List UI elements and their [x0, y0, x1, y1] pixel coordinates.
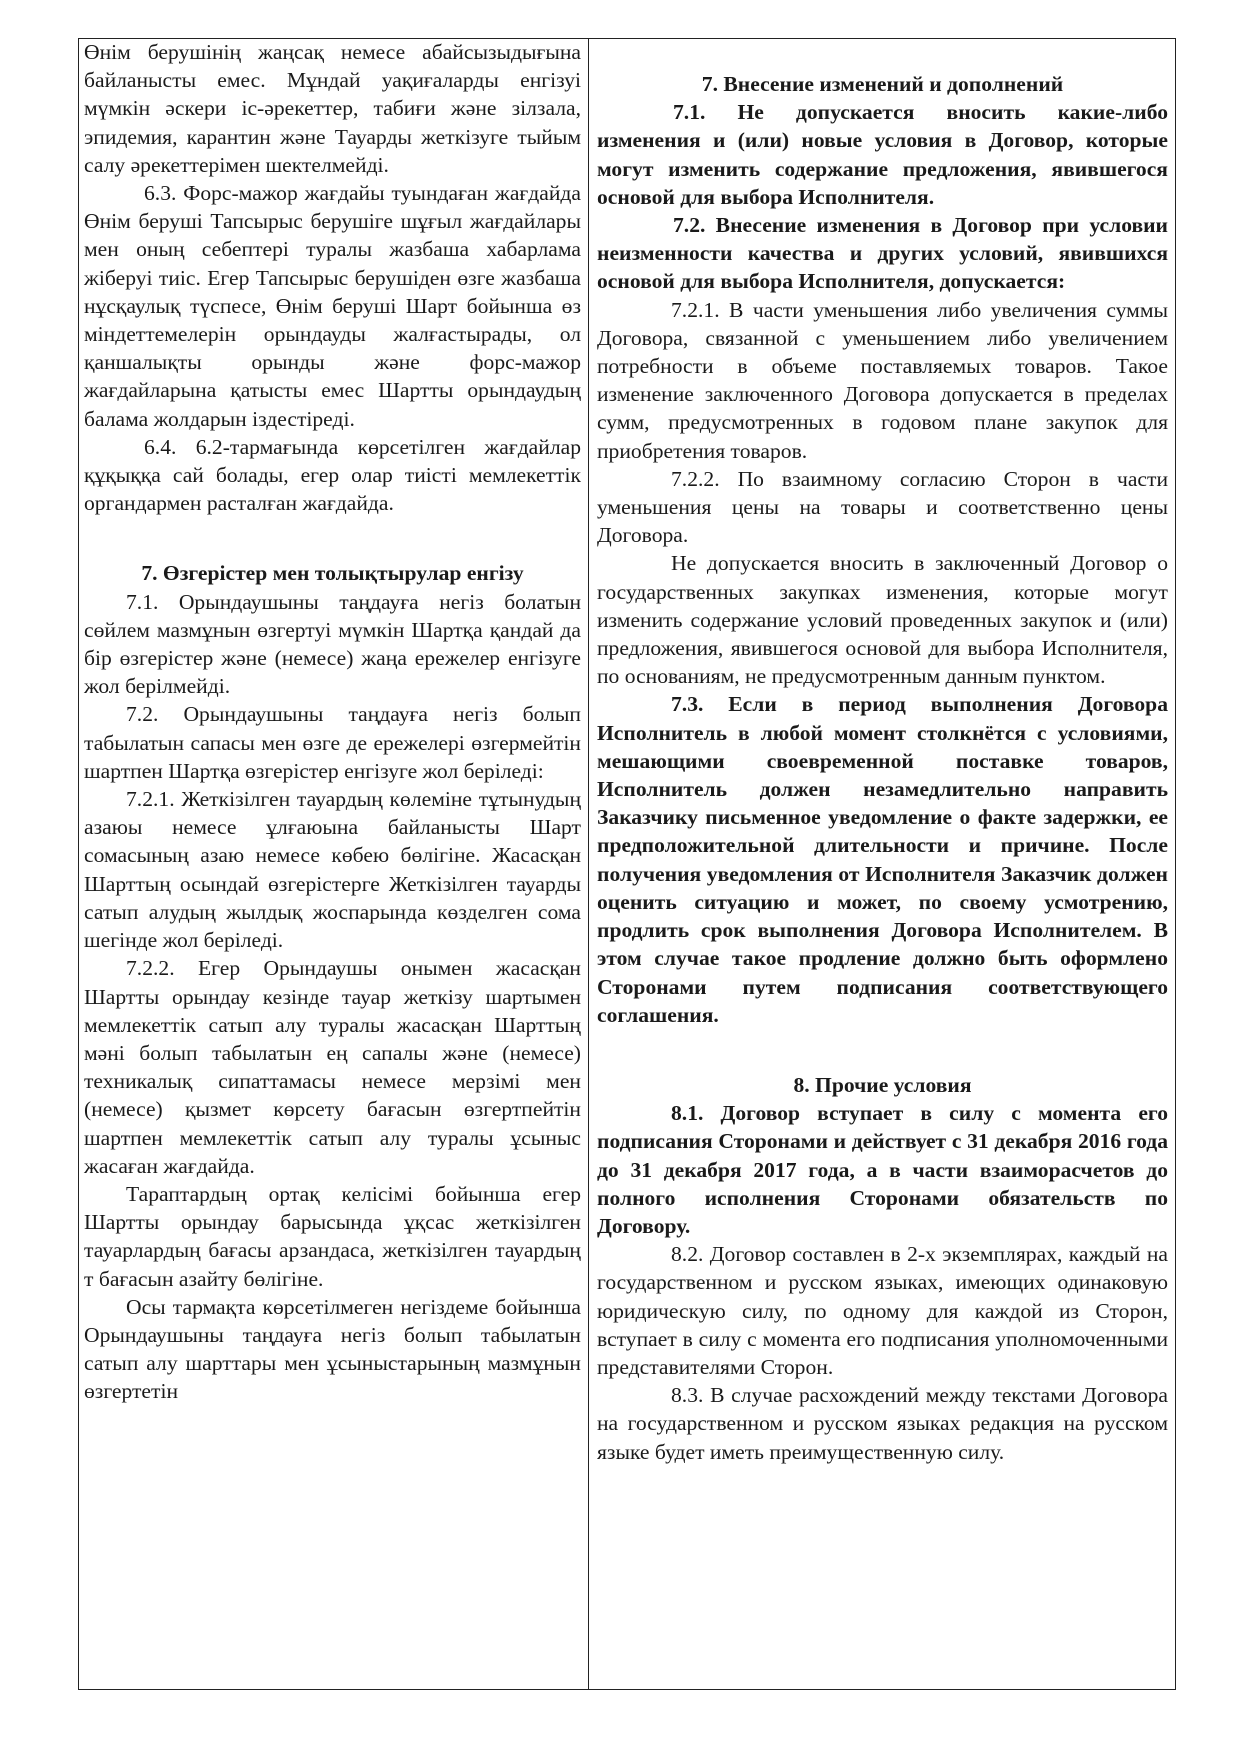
paragraph-7-2-1-kz: 7.2.1. Жеткізілген тауардың көлеміне тұтынудың азаюы немесе ұлғаюына байланысты Шарт сомасының азаю немесе көбею бөлігіне. Жасасқан Шарттың осындай өзгерістерге Жеткізілген тауарды сатып алудың жылдық жоспарында көзделген сома шегінде жол беріледі. — [84, 787, 581, 953]
left-column-kazakh — [84, 38, 581, 1406]
paragraph-7-1-kz: 7.1. Орындаушыны таңдауға негіз болатын сөйлем мазмұнын өзгертуі мүмкін Шартқа қандай да бір өзгерістер және (немесе) жаңа ережелер енгізуге жол берілмейді. — [84, 589, 581, 699]
paragraph-6-3: 6.3. Форс-мажор жағдайы туындаған жағдайда Өнім беруші Тапсырыс берушіге шұғыл жағдайлары мен оның себептері туралы жазбаша хабарлама жіберуі тиіс. Егер Тапсырыс берушіден өзге жазбаша нұсқаулық түспесе, Өнім беруші Шарт бойынша өз міндеттемелерін орындауды жалғастырады, ол қаншалықты орынды және форс-мажор жағдайларына қатысты емес Шартты орындаудың балама жолдарын іздестіреді. — [84, 181, 581, 431]
paragraph-7-1-ru: 7.1. Не допускается вносить какие-либо изменения и (или) новые условия в Договор, которые могут изменить содержание предложения, явившегося основой для выбора Исполнителя. — [597, 100, 1168, 209]
paragraph-6-4: 6.4. 6.2-тармағында көрсетілген жағдайлар құқыққа сай болады, егер олар тиісті мемлекеттік органдармен расталған жағдайда. — [84, 434, 581, 516]
paragraph-7-2-2-kz: 7.2.2. Егер Орындаушы онымен жасасқан Шартты орындау кезінде тауар жеткізу шартымен мемлекеттік сатып алу туралы жасасқан Шарттың мәні болып табылатын ең сапалы және (немесе) техникалық сипаттамасы немесе мерзімі мен (немесе) қызмет көрсету бағасын өзгертпейтін шартпен мемлекеттік сатып алу туралы ұсыныс жасаған жағдайда. — [84, 956, 581, 1178]
paragraph-6-2-continued: Өнім берушінің жаңсақ немесе абайсызыдығына байланысты емес. Мұндай уақиғаларды енгізуі мүмкін әскери іс-әрекеттер, табиғи және зілзала, эпидемия, карантин және Тауарды жеткізуге тыйым салу әрекеттерімен шектелмейді. — [84, 40, 581, 177]
paragraph-8-2-ru: 8.2. Договор составлен в 2-х экземплярах, каждый на государственном и русском языках, имеющих одинаковую юридическую силу, по одному для каждой из Сторон, вступает в силу с момента его подписания уполномоченными представителями Сторон. — [597, 1242, 1168, 1379]
section-7-heading-kz: 7. Өзгерістер мен толықтырулар енгізу — [141, 561, 524, 586]
spacer — [597, 1029, 1168, 1071]
paragraph-other-grounds-kz: Осы тармақта көрсетілмеген негіздеме бойынша Орындаушыны таңдауға негіз болып табылатын сатып алу шарттары мен ұсыныстарының мазмұнын өзгертетін — [84, 1294, 581, 1404]
section-8-heading-ru: 8. Прочие условия — [793, 1072, 972, 1097]
right-column-russian — [597, 70, 1168, 1466]
paragraph-7-2-1-ru: 7.2.1. В части уменьшения либо увеличения суммы Договора, связанной с уменьшением либо увеличением потребности в объеме поставляемых товаров. Такое изменение заключенного Договора допускается в пределах сумм, предусмотренных в годовом плане закупок для приобретения товаров. — [597, 297, 1168, 463]
paragraph-7-3-ru: 7.3. Если в период выполнения Договора Исполнитель в любой момент столкнётся с условиями, мешающими своевременной поставке товаров, Исполнитель должен незамедлительно направить Заказчику письменное уведомление о факте задержки, ее предположительной длительности и причине. После получения уведомления от Исполнителя Заказчик должен оценить ситуацию и может, по своему усмотрению, продлить срок выполнения Договора Исполнителем. В этом случае такое продление должно быть оформлено Сторонами путем подписания соответствующего соглашения. — [597, 692, 1168, 1027]
paragraph-8-1-ru: 8.1. Договор вступает в силу с момента его подписания Сторонами и действует с 31 декабря 2016 года до 31 декабря 2017 года, а в части взаиморасчетов до полного исполнения Сторонами обязательств по Договору. — [597, 1101, 1168, 1238]
paragraph-7-2-ru: 7.2. Внесение изменения в Договор при условии неизменности качества и других условий, явившихся основой для выбора Исполнителя, допускается: — [597, 213, 1168, 294]
paragraph-not-allowed-ru: Не допускается вносить в заключенный Договор о государственных закупках изменения, которые могут изменить содержание условий проведенных закупок и (или) предложения, явившегося основой для выбора Исполнителя, по основаниям, не предусмотренным данным пунктом. — [597, 551, 1168, 689]
paragraph-8-3-ru: 8.3. В случае расхождений между текстами Договора на государственном и русском языках редакция на русском языке будет иметь преимущественную силу. — [597, 1383, 1168, 1464]
paragraph-7-2-kz: 7.2. Орындаушыны таңдауға негіз болып табылатын сапасы мен өзге де ережелері өзгермейтін шартпен Шартқа өзгерістер енгізуге жол беріледі: — [84, 702, 581, 783]
spacer — [84, 517, 581, 559]
column-divider — [588, 38, 589, 1690]
paragraph-7-2-2-ru: 7.2.2. По взаимному согласию Сторон в части уменьшения цены на товары и соответственно цены Договора. — [597, 466, 1168, 548]
section-7-heading-ru: 7. Внесение изменений и дополнений — [701, 72, 1064, 96]
paragraph-mutual-consent-kz: Тараптардың ортақ келісімі бойынша егер Шартты орындау барысында ұқсас жеткізілген тауарлардың бағасы арзандаса, жеткізілген тауардың т бағасын азайту бөлігіне. — [84, 1181, 581, 1291]
